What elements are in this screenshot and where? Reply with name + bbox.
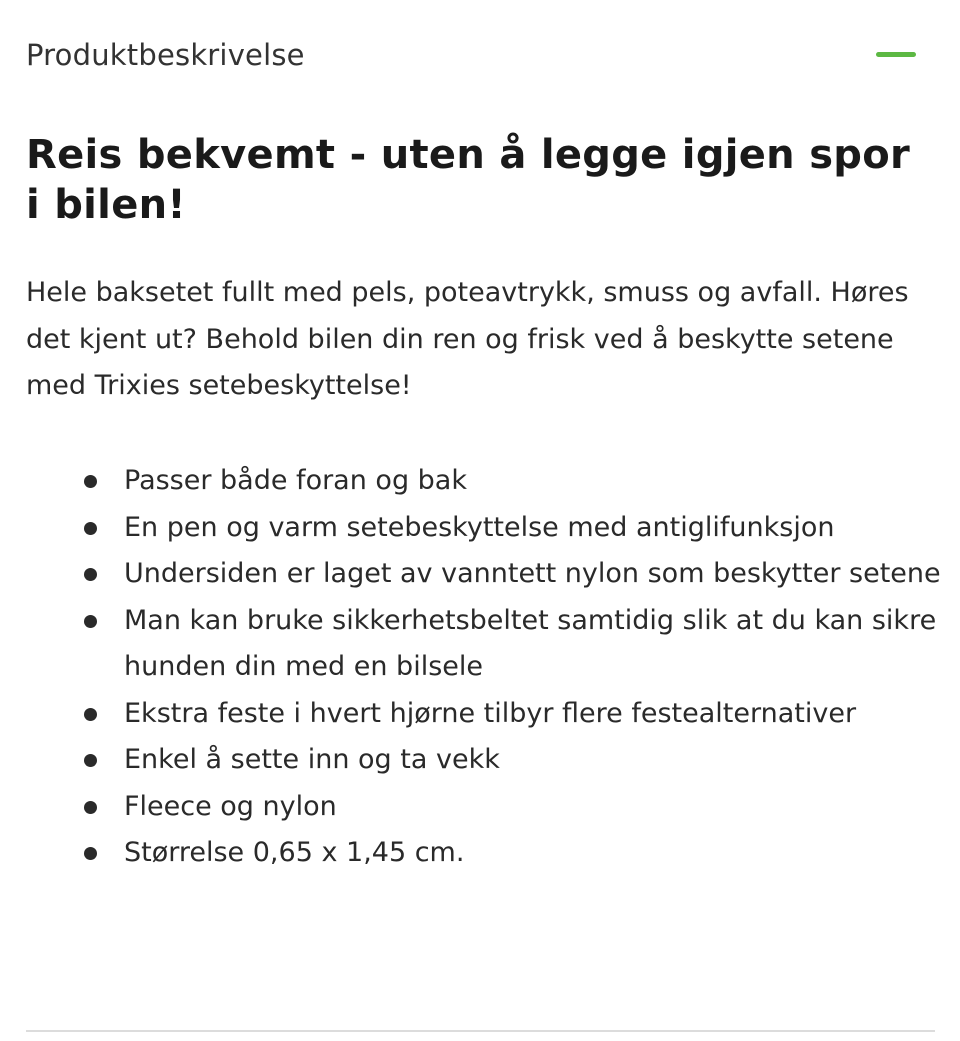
minus-icon[interactable]: [876, 40, 916, 70]
list-item: Passer både foran og bak: [124, 458, 946, 505]
list-item: Størrelse 0,65 x 1,45 cm.: [124, 830, 946, 877]
list-item: Ekstra feste i hvert hjørne tilbyr flere festealternativer: [124, 691, 946, 738]
list-item: Man kan bruke sikkerhetsbeltet samtidig slik at du kan sikre hunden din med en bilsele: [124, 598, 946, 691]
description-intro: Hele baksetet fullt med pels, poteavtrykk, smuss og avfall. Høres det kjent ut? Behold bilen din ren og frisk ved å beskytte setene med Trixies setebeskyttelse!: [26, 277, 909, 401]
list-item: Enkel å sette inn og ta vekk: [124, 737, 946, 784]
list-item: Fleece og nylon: [124, 784, 946, 831]
description-heading: Reis bekvemt - uten å legge igjen spor i bilen!: [26, 132, 911, 228]
section-title: Produktbeskrivelse: [26, 38, 305, 72]
section-divider: [26, 1030, 935, 1032]
list-item: Undersiden er laget av vanntett nylon som beskytter setene: [124, 551, 946, 598]
list-item: En pen og varm setebeskyttelse med antiglifunksjon: [124, 505, 946, 552]
product-description-toggle[interactable]: [26, 26, 916, 84]
feature-list: [26, 458, 946, 877]
